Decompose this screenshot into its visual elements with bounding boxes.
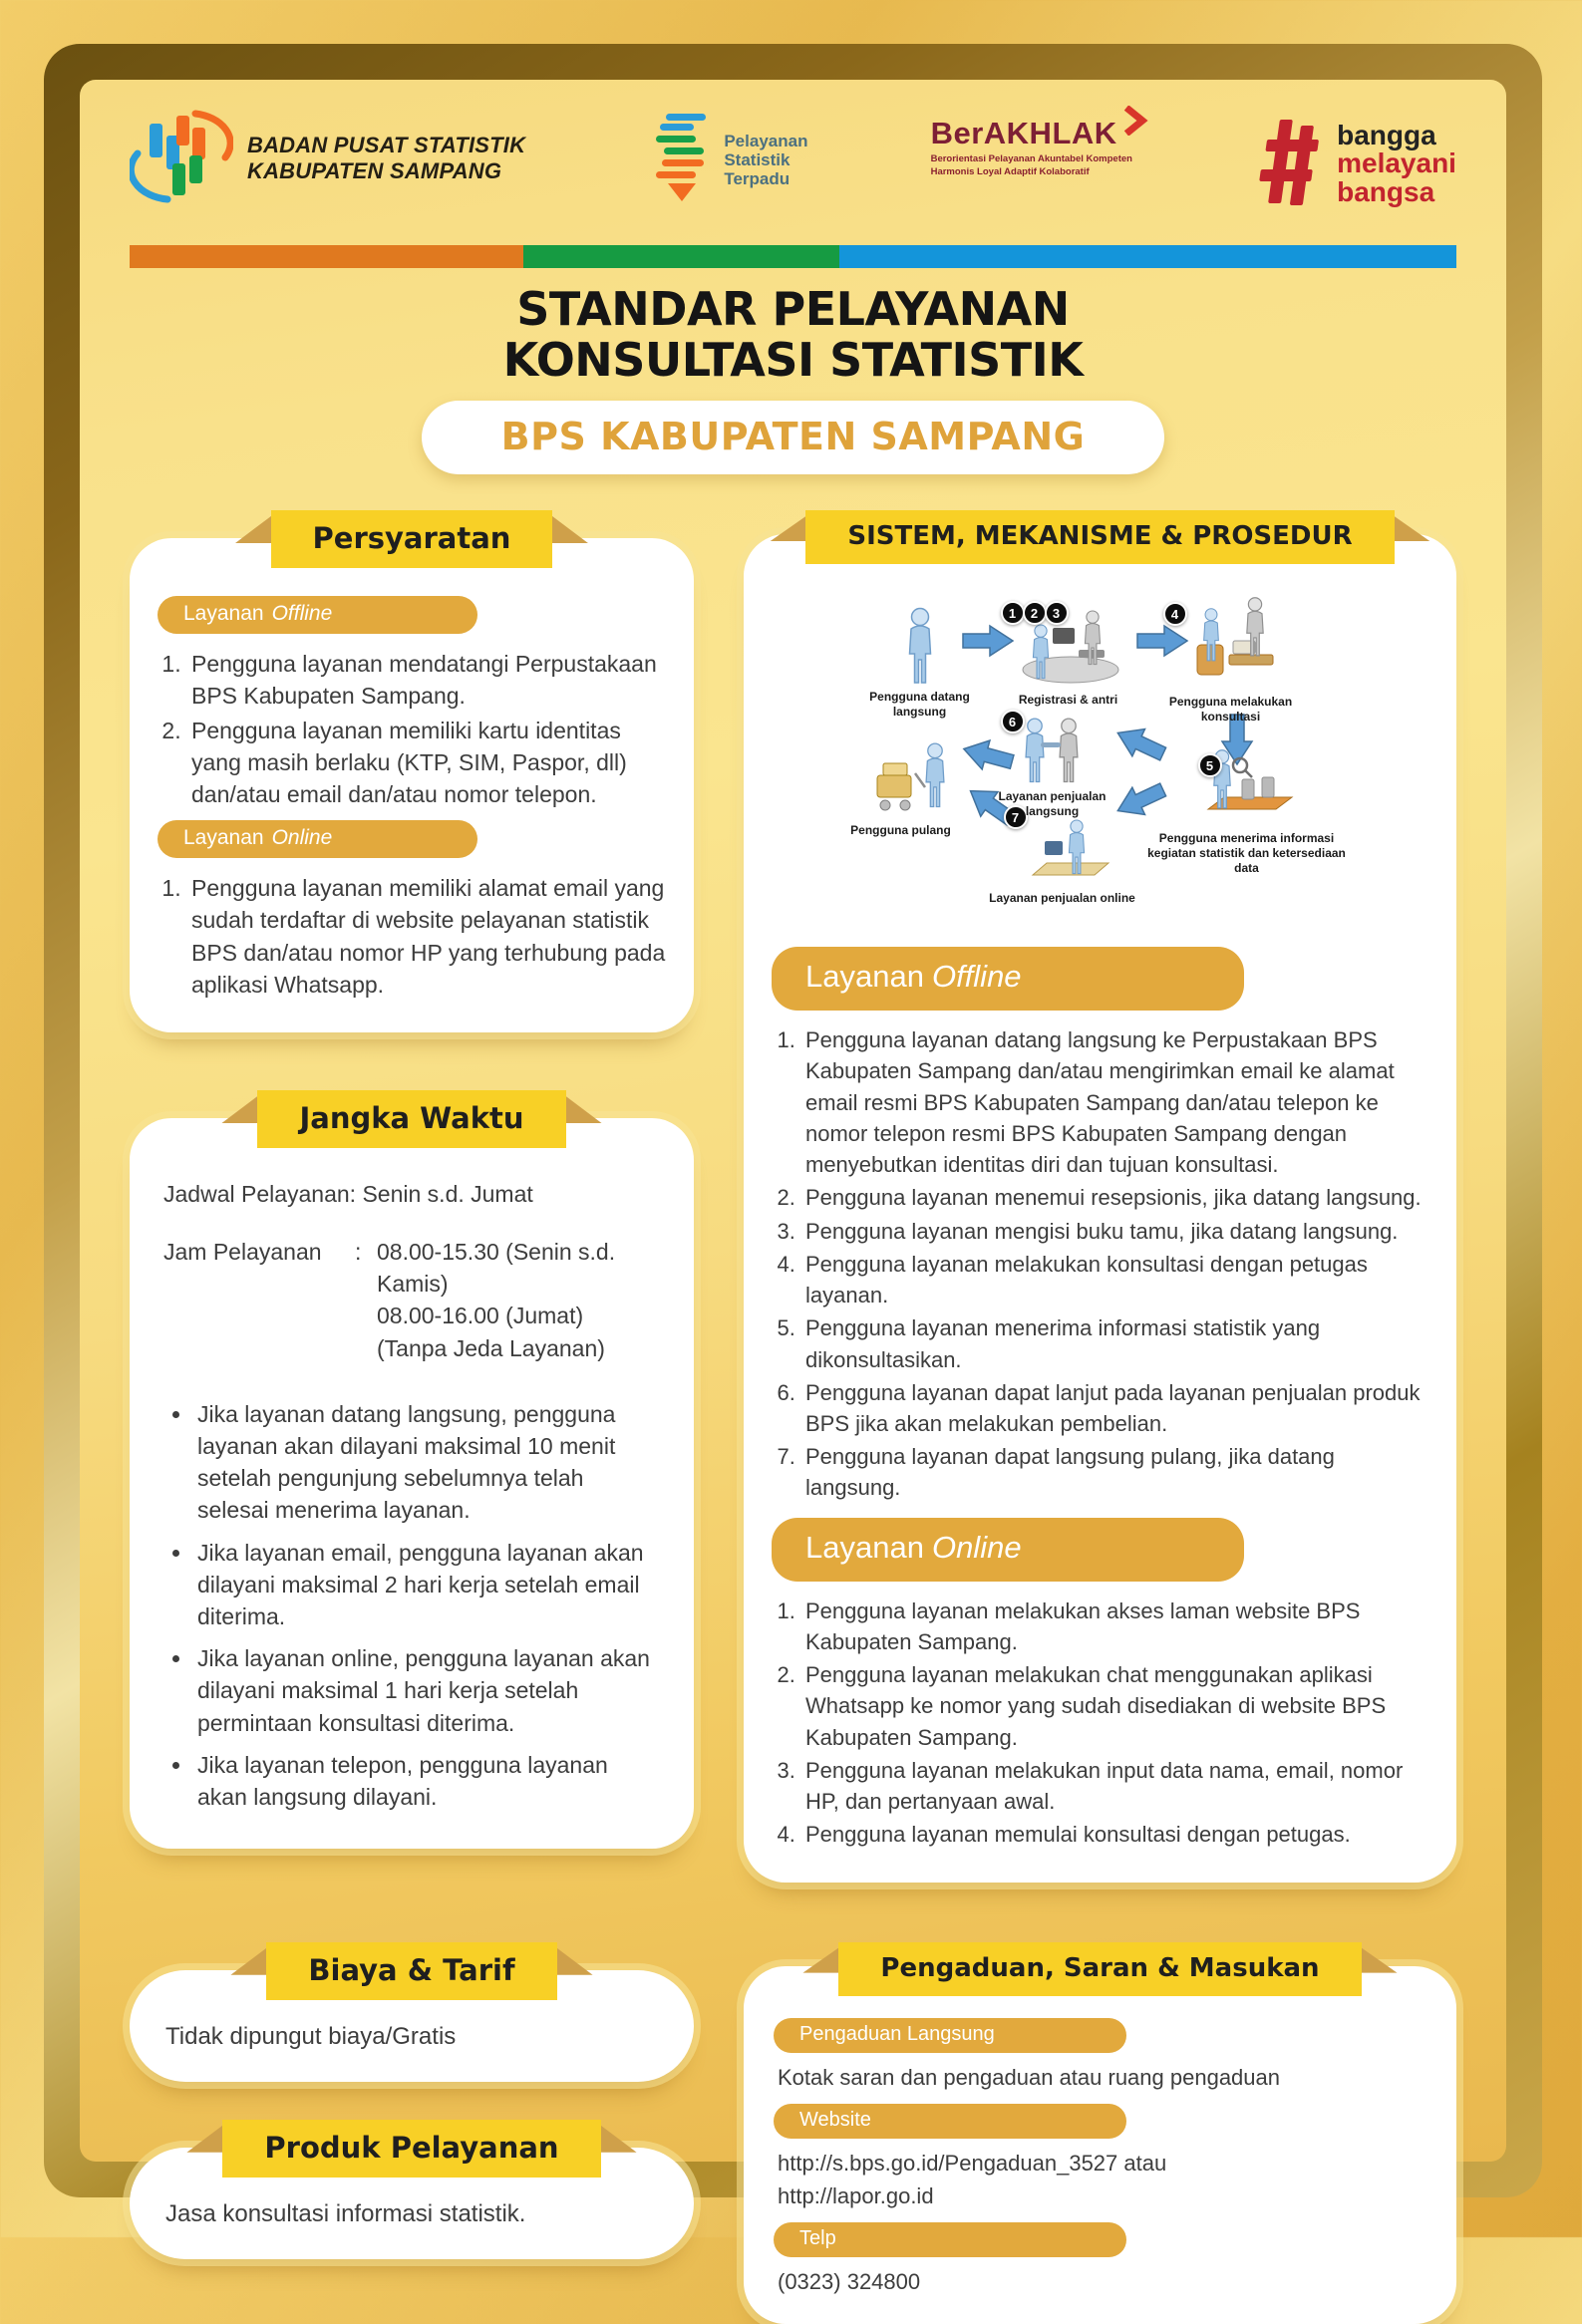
right-column (744, 510, 1456, 1882)
pengaduan-heading: Pengaduan, Saran & Masukan (838, 1942, 1361, 1996)
step-badge: 4 (1163, 602, 1187, 626)
pst-text (724, 132, 807, 188)
bps-logo-icon (130, 104, 233, 212)
bangga-brand (1255, 112, 1456, 216)
pengaduan-langsung-badge: Pengaduan Langsung (774, 2018, 1126, 2053)
bangga-text (1337, 119, 1456, 207)
website-line1: http://s.bps.go.id/Pengaduan_3527 atau (778, 2150, 1167, 2176)
diagram-label: Pengguna melakukan konsultasi (1168, 695, 1293, 725)
list-item: • Jika layanan telepon, pengguna layanan akan langsung dilayani. (193, 1749, 660, 1813)
main-columns (130, 510, 1456, 1882)
step-badge: 2 (1023, 601, 1047, 625)
berakhlak-title: BerAKHLAK (931, 118, 1132, 148)
berakhlak-sub2: Harmonis Loyal Adaptif Kolaboratif (930, 165, 1090, 177)
left-column (130, 510, 694, 1849)
jam-line: 08.00-16.00 (Jumat) (377, 1303, 584, 1329)
jangka-bullet-list (163, 1398, 660, 1813)
jangka-ribbon-row (130, 1090, 694, 1148)
bar-blue-segment (839, 245, 1456, 268)
telp-text: (0323) 324800 (778, 2268, 921, 2294)
biaya-text: Tidak dipungut biaya/Gratis (165, 2022, 457, 2050)
list-item: 1. Pengguna layanan datang langsung ke Perpustakaan BPS Kabupaten Sampang dan/atau mengirimkan email ke alamat email resmi BPS Kabupaten Sampang dan/atau telepon ke nomor telepon resmi BPS Kabupaten Sampang dengan menyebutkan identitas diri dan tujuan konsultasi. (801, 1024, 1428, 1180)
section-prosedur (744, 510, 1456, 1882)
jangka-heading: Jangka Waktu (257, 1090, 565, 1148)
list-item: 4. Pengguna layanan melakukan konsultasi dengan petugas layanan. (801, 1249, 1428, 1310)
website-line2: http://lapor.go.id (778, 2182, 934, 2208)
bottom-right-column (744, 1942, 1456, 2324)
bottom-left-column (130, 1942, 694, 2259)
list-item: 2. Pengguna layanan melakukan chat menggunakan aplikasi Whatsapp ke nomor yang sudah disediakan di website BPS Kabupaten Sampang. (801, 1659, 1428, 1753)
list-item: 6. Pengguna layanan dapat lanjut pada layanan penjualan produk BPS jika akan melakukan pembelian. (801, 1377, 1428, 1439)
pengaduan-card (744, 1966, 1456, 2324)
jam-lines (377, 1236, 660, 1364)
prosedur-offline-badge (772, 947, 1244, 1011)
online-badge (158, 820, 477, 858)
list-item: 3. Pengguna layanan mengisi buku tamu, jika datang langsung. (801, 1216, 1428, 1247)
diagram-label: Pengguna datang langsung (869, 690, 970, 720)
prosedur-card (744, 534, 1456, 1882)
diagram-label: Layanan penjualan langsung (998, 789, 1107, 819)
page-title (130, 284, 1456, 385)
produk-ribbon-row (130, 2120, 694, 2178)
list-item: 5. Pengguna layanan menerima informasi statistik yang dikonsultasikan. (801, 1312, 1428, 1374)
pst-line2: Statistik (724, 149, 791, 169)
schedule (163, 1178, 660, 1364)
diagram-label: Pengguna menerima informasi kegiatan statistik dan ketersediaan data (1147, 831, 1346, 876)
step-badge: 3 (1045, 601, 1069, 625)
service-flow-diagram (801, 594, 1400, 941)
persyaratan-heading: Persyaratan (271, 510, 553, 568)
pst-line1: Pelayanan (724, 131, 808, 150)
pst-logo-icon (648, 108, 714, 212)
telp-badge: Telp (774, 2222, 1126, 2257)
bar-orange-segment (130, 245, 523, 268)
jam-colon: : (355, 1239, 362, 1266)
pengaduan-langsung-text: Kotak saran dan pengaduan atau ruang pengaduan (778, 2064, 1280, 2090)
jam-line: 08.00-15.30 (Senin s.d. Kamis) (377, 1239, 616, 1298)
persyaratan-offline-list (158, 648, 666, 810)
tricolor-bar (130, 245, 1456, 268)
bps-name-line1: BADAN PUSAT STATISTIK (247, 132, 526, 157)
header (130, 98, 1456, 235)
step-badge: 7 (1004, 805, 1028, 829)
offline-badge-label: Layanan (183, 602, 264, 626)
list-item: 2. Pengguna layanan menemui resepsionis, jika datang langsung. (801, 1182, 1428, 1213)
prosedur-ribbon-row (744, 510, 1456, 564)
prosedur-online-list (772, 1596, 1428, 1851)
jam-label: Jam Pelayanan (163, 1239, 322, 1266)
bangga-line1: bangga (1337, 119, 1436, 150)
offline-badge-em: Offline (271, 602, 333, 626)
produk-heading: Produk Pelayanan (222, 2120, 600, 2178)
org-badge: BPS KABUPATEN SAMPANG (422, 401, 1165, 474)
bps-brand (130, 104, 525, 212)
offline-badge (158, 596, 477, 634)
poster-content (80, 80, 1506, 2294)
website-badge: Website (774, 2104, 1126, 2139)
pengaduan-ribbon-row (744, 1942, 1456, 1996)
persyaratan-online-list (158, 872, 666, 1001)
list-item: • Jika layanan datang langsung, pengguna layanan akan dilayani maksimal 10 menit setelah pengunjung sebelumnya telah selesai menerima layanan. (193, 1398, 660, 1527)
prosedur-offline-em: Offline (931, 959, 1022, 995)
jangka-card (130, 1118, 694, 1849)
section-pengaduan (744, 1942, 1456, 2324)
online-badge-label: Layanan (183, 826, 264, 850)
list-item: 1. Pengguna layanan melakukan akses laman website BPS Kabupaten Sampang. (801, 1596, 1428, 1657)
jam-row (163, 1236, 660, 1364)
diagram-label: Registrasi & antri (1018, 693, 1118, 708)
title-badge-row (130, 401, 1456, 474)
section-jangka-waktu (130, 1090, 694, 1849)
online-badge-em: Online (271, 826, 333, 850)
bottom-columns (130, 1942, 1456, 2324)
diagram-label: Pengguna pulang (850, 823, 951, 838)
bps-name-line2: KABUPATEN SAMPANG (247, 157, 502, 183)
prosedur-online-label: Layanan (805, 1529, 924, 1565)
section-persyaratan (130, 510, 694, 1032)
bps-name (247, 133, 525, 184)
prosedur-offline-label: Layanan (805, 959, 924, 995)
prosedur-offline-list (772, 1024, 1428, 1504)
bangga-line2: melayani (1337, 147, 1456, 179)
prosedur-online-badge (772, 1518, 1244, 1582)
jam-line: (Tanpa Jeda Layanan) (377, 1334, 605, 1361)
berakhlak-subtitle (931, 153, 1132, 179)
list-item: 2. Pengguna layanan memiliki kartu identitas yang masih berlaku (KTP, SIM, Paspor, dll) dan/atau email dan/atau nomor telepon. (187, 715, 666, 811)
persyaratan-ribbon-row (130, 510, 694, 568)
step-badge: 6 (1001, 710, 1025, 733)
chevron-right-icon (1122, 106, 1148, 136)
produk-text: Jasa konsultasi informasi statistik. (165, 2199, 526, 2227)
list-item: • Jika layanan email, pengguna layanan akan dilayani maksimal 2 hari kerja setelah email diterima. (193, 1537, 660, 1633)
list-item: 1. Pengguna layanan memiliki alamat email yang sudah terdaftar di website pelayanan statistik BPS dan/atau nomor HP yang terhubung pada aplikasi Whatsapp. (187, 872, 666, 1001)
biaya-heading: Biaya & Tarif (266, 1942, 556, 2000)
step-badge: 5 (1198, 753, 1222, 777)
title-line1: STANDAR PELAYANAN (516, 282, 1070, 336)
list-item: 7. Pengguna layanan dapat langsung pulang, jika datang langsung. (801, 1441, 1428, 1503)
bangga-line3: bangsa (1337, 175, 1435, 207)
persyaratan-card (130, 538, 694, 1032)
step-badge: 1 (1001, 601, 1025, 625)
pst-line3: Terpadu (724, 169, 791, 189)
list-item: 1. Pengguna layanan mendatangi Perpustakaan BPS Kabupaten Sampang. (187, 648, 666, 712)
diagram-label: Layanan penjualan online (989, 891, 1135, 906)
list-item: 3. Pengguna layanan melakukan input data nama, email, nomor HP, dan pertanyaan awal. (801, 1755, 1428, 1817)
bar-green-segment (523, 245, 839, 268)
jadwal-line: Jadwal Pelayanan: Senin s.d. Jumat (163, 1180, 533, 1207)
berakhlak-brand (931, 118, 1132, 179)
flow-diagram-shapes (801, 594, 1400, 941)
biaya-ribbon-row (130, 1942, 694, 2000)
gold-frame (44, 44, 1542, 2294)
section-produk (130, 2120, 694, 2259)
pst-brand (648, 108, 807, 212)
prosedur-online-em: Online (931, 1529, 1022, 1565)
list-item: • Jika layanan online, pengguna layanan akan dilayani maksimal 1 hari kerja setelah permintaan konsultasi diterima. (193, 1642, 660, 1739)
berakhlak-sub1: Berorientasi Pelayanan Akuntabel Kompeten (930, 153, 1132, 164)
prosedur-heading: SISTEM, MEKANISME & PROSEDUR (805, 510, 1394, 564)
list-item: 4. Pengguna layanan memulai konsultasi dengan petugas. (801, 1819, 1428, 1850)
hashtag-icon (1255, 112, 1329, 216)
section-biaya (130, 1942, 694, 2082)
title-line2: KONSULTASI STATISTIK (502, 332, 1084, 387)
